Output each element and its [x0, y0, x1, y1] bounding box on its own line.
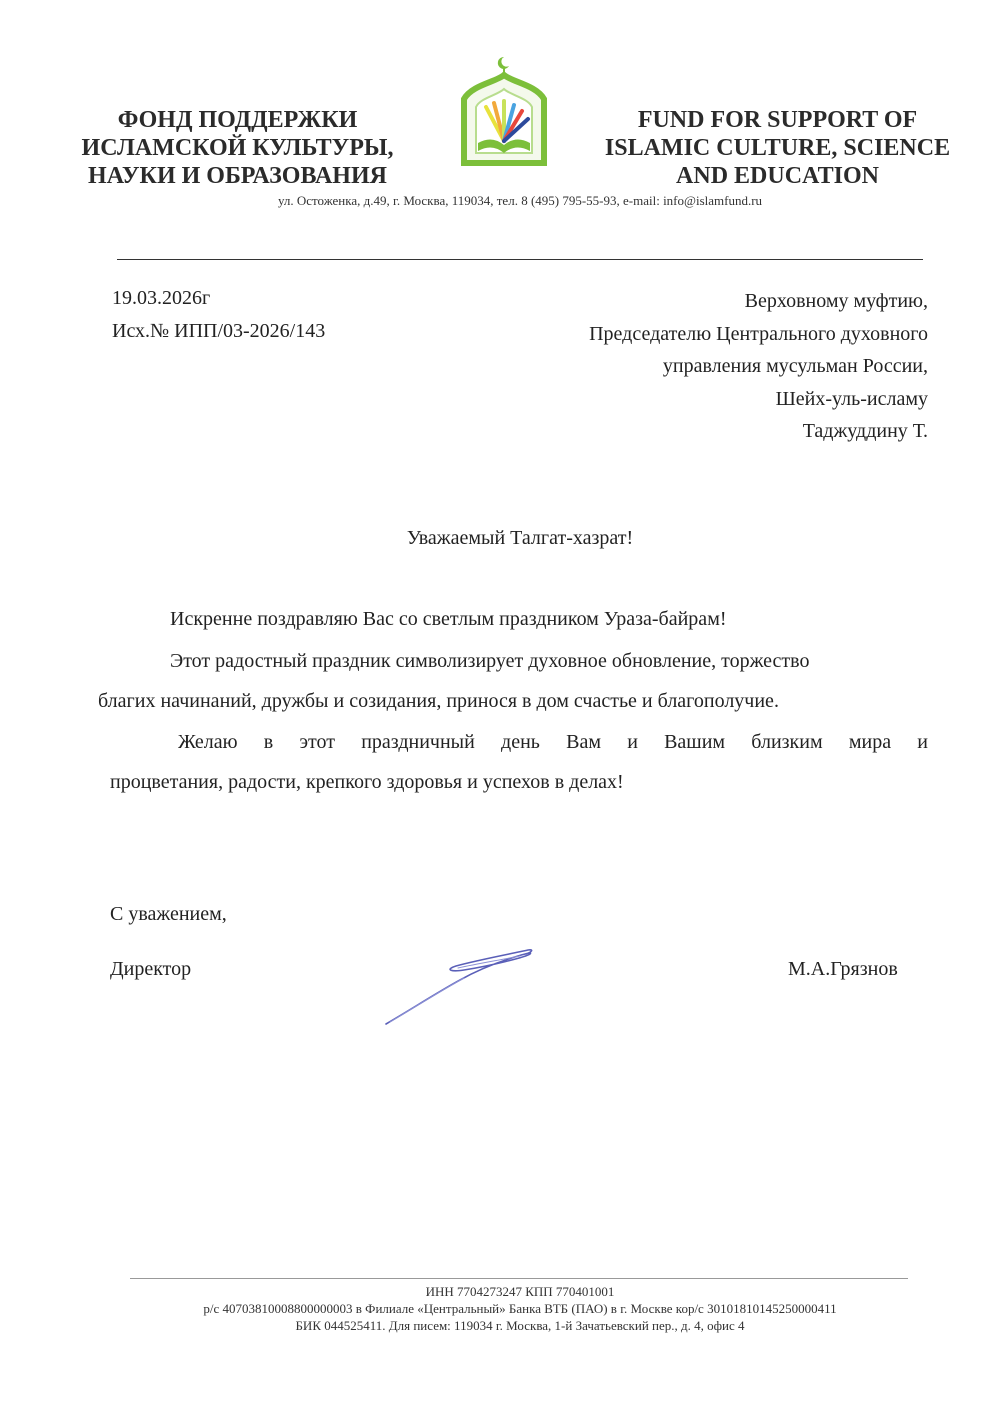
letter-reference: Исх.№ ИПП/03-2026/143: [112, 320, 326, 342]
contact-line: ул. Остоженка, д.49, г. Москва, 119034, тел. 8 (495) 795-55-93, e-mail: info@islamfund.ru: [277, 193, 763, 208]
body-paragraph-1: Искренне поздравляю Вас со светлым праздником Ураза-байрам!: [170, 608, 727, 630]
word: мира: [848, 731, 892, 753]
word: день: [501, 731, 540, 753]
word: и: [627, 731, 638, 753]
body-paragraph-2-line-2: благих начинаний, дружбы и созидания, принося в дом счастье и благополучие.: [98, 690, 779, 712]
addressee-line: управления мусульман России,: [662, 355, 928, 377]
handwritten-signature-icon: [380, 940, 540, 1032]
org-name-ru-line: НАУКИ И ОБРАЗОВАНИЯ: [88, 163, 387, 189]
mosque-dome-book-logo-icon: [452, 55, 556, 167]
addressee-line: Председателю Центрального духовного: [589, 322, 928, 345]
footer-tax-ids: ИНН 7704273247 КПП 770401001: [425, 1284, 615, 1299]
signer-name: М.А.Грязнов: [788, 958, 898, 980]
addressee-line: Верховному муфтию,: [744, 290, 928, 312]
org-name-ru-line: ИСЛАМСКОЙ КУЛЬТУРЫ,: [81, 135, 394, 161]
word: в: [263, 731, 274, 753]
header-divider: [117, 259, 923, 260]
word: и: [917, 731, 928, 753]
footer-postal-address: БИК 044525411. Для писем: 119034 г. Москва, 1-й Зачатьевский пер., д. 4, офис 4: [295, 1318, 745, 1333]
word: близким: [751, 731, 823, 753]
footer-divider: [130, 1278, 908, 1279]
word: Желаю: [178, 731, 238, 753]
footer-bank-details: р/с 40703810008800000003 в Филиале «Центральный» Банка ВТБ (ПАО) в г. Москве кор/с 30101810145250000411: [203, 1301, 837, 1316]
word: праздничный: [361, 731, 475, 753]
org-name-ru: [60, 106, 415, 190]
addressee-line: Таджуддину Т.: [802, 420, 928, 442]
word: Вам: [566, 731, 601, 753]
addressee-line: Шейх-уль-исламу: [775, 387, 928, 410]
org-name-en-line: ISLAMIC CULTURE, SCIENCE: [604, 135, 951, 161]
org-name-en-line: FUND FOR SUPPORT OF: [637, 107, 918, 133]
signer-position: Директор: [110, 958, 192, 980]
org-name-en: [585, 106, 970, 190]
salutation: Уважаемый Талгат-хазрат!: [406, 527, 634, 549]
org-name-ru-line: ФОНД ПОДДЕРЖКИ: [117, 107, 358, 133]
addressee-block: [589, 285, 928, 448]
org-name-en-line: AND EDUCATION: [676, 163, 879, 189]
closing-regards: С уважением,: [110, 903, 227, 925]
word: Вашим: [664, 731, 726, 753]
letter-date: 19.03.2026г: [112, 287, 211, 309]
word: этот: [299, 731, 335, 753]
body-paragraph-2-line-1: Этот радостный праздник символизирует духовное обновление, торжество: [170, 650, 810, 672]
body-paragraph-3-line-1: [178, 731, 928, 754]
body-paragraph-3-line-2: процветания, радости, крепкого здоровья и успехов в делах!: [110, 771, 624, 793]
